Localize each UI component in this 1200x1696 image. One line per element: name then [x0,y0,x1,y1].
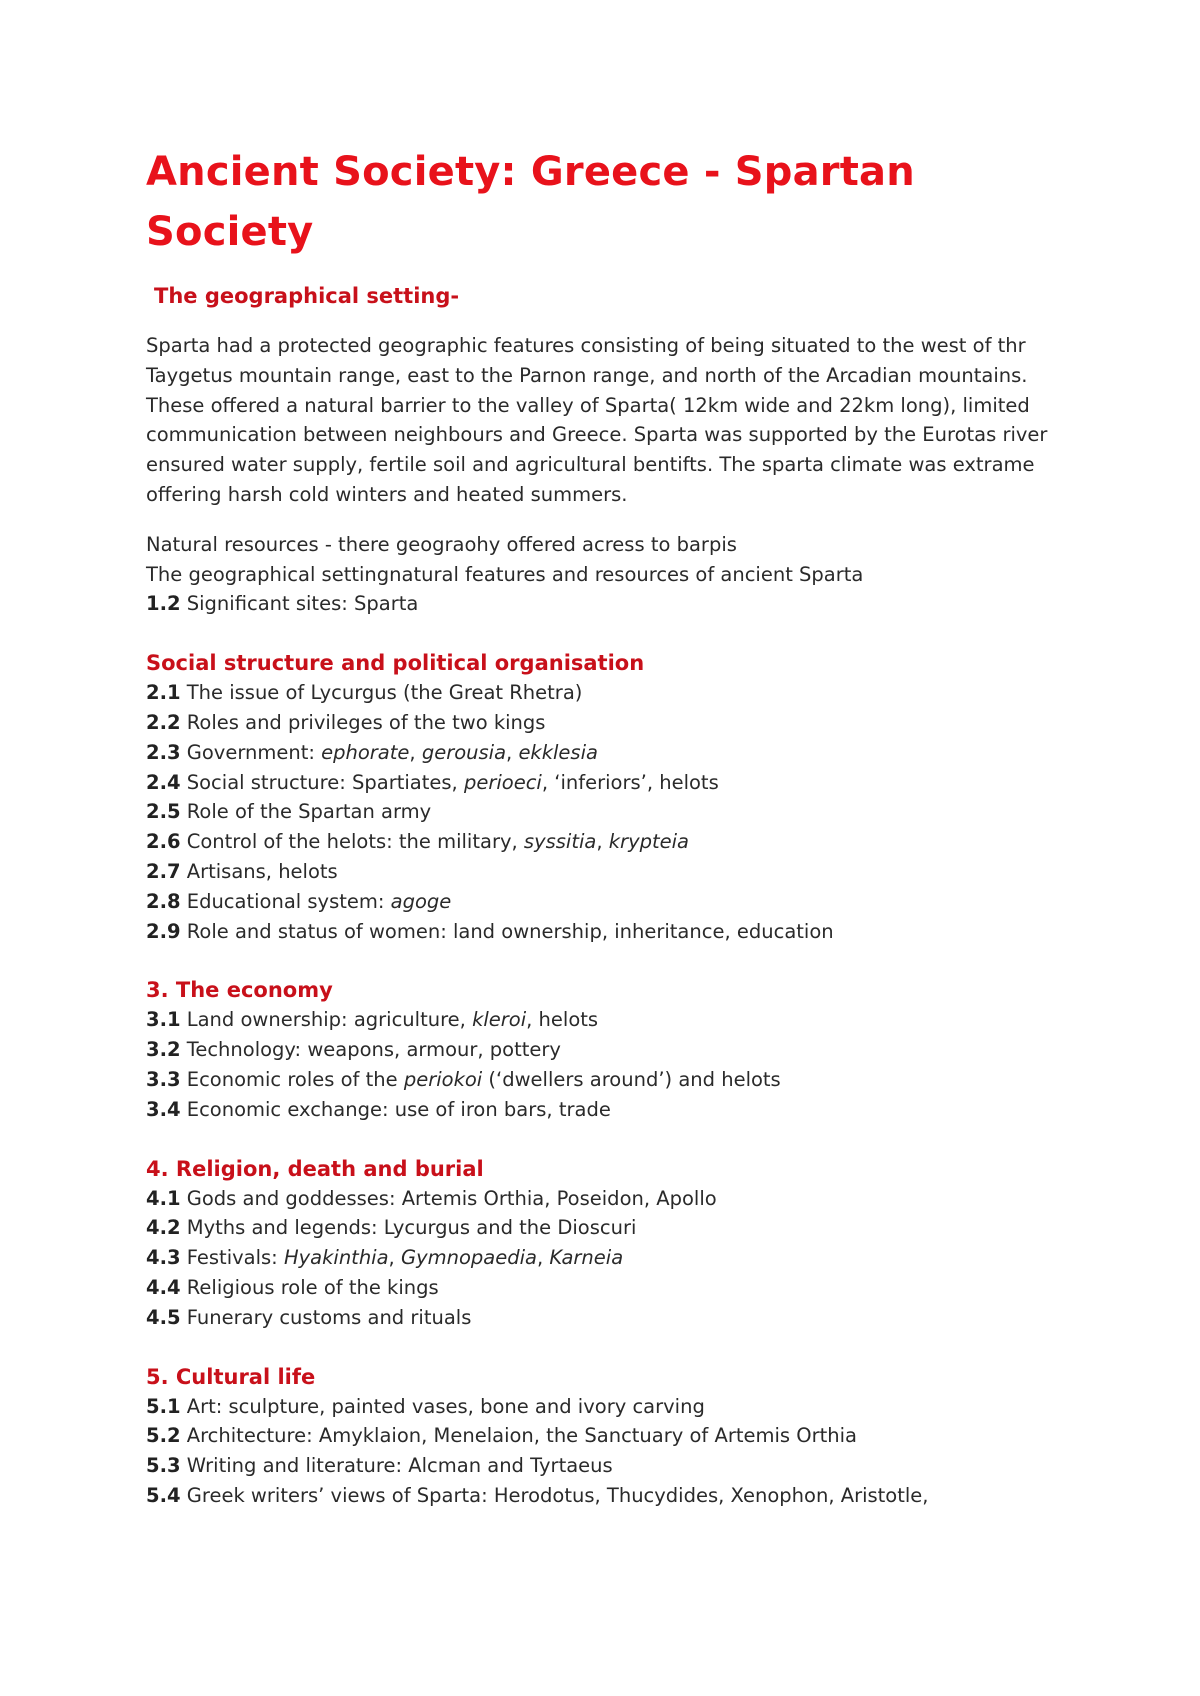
syllabus-item [146,678,1086,708]
syllabus-section [146,648,1086,946]
item-number: 2.1 [146,681,181,705]
syllabus-item [146,827,1086,857]
geographical-setting-heading: The geographical setting- [154,284,460,308]
section-heading: Social structure and political organisation [146,651,645,676]
item-text: Art: sculpture, painted vases, bone and ivory carving [180,1394,705,1418]
item-number: 5.2 [146,1424,181,1448]
item-italic-term: gerousia [421,740,507,764]
item-text: Writing and literature: Alcman and Tyrtaeus [180,1454,613,1478]
syllabus-item [146,1095,1086,1125]
item-number: 4.4 [146,1275,181,1299]
item-text: (‘dwellers around’) and helots [482,1067,781,1091]
syllabus-item [146,768,1086,798]
syllabus-item [146,857,1086,887]
item-number: 2.4 [146,770,181,794]
item-text: , [409,740,422,764]
syllabus-item [146,1065,1086,1095]
syllabus-item [146,708,1086,738]
item-number: 5.1 [146,1394,181,1418]
item-text: Economic exchange: use of iron bars, trade [180,1097,611,1121]
item-text: Gods and goddesses: Artemis Orthia, Poseidon, Apollo [180,1186,717,1210]
significant-sites-line [146,589,1086,619]
item-italic-term: Hyakinthia [283,1246,389,1270]
syllabus-item [146,1392,1086,1422]
item-number: 2.5 [146,800,181,824]
syllabus-item [146,1421,1086,1451]
section-heading: 5. Cultural life [146,1364,316,1389]
item-italic-term: agoge [390,889,452,913]
item-italic-term: Karneia [549,1246,624,1270]
item-text: Roles and privileges of the two kings [180,710,546,734]
item-text: , [388,1246,401,1270]
item-italic-term: ekklesia [518,740,598,764]
item-number: 4.5 [146,1305,181,1329]
item-number: 2.9 [146,919,181,943]
item-text: Technology: weapons, armour, pottery [180,1038,561,1062]
syllabus-section [146,1362,1086,1511]
syllabus-item [146,887,1086,917]
item-text: Government: [180,740,322,764]
syllabus-section [146,1154,1086,1333]
document-page [146,142,1086,1511]
item-number: 2.2 [146,710,181,734]
item-italic-term: syssitia [523,830,597,854]
item-text: Festivals: [180,1246,284,1270]
item-number: 3.2 [146,1038,181,1062]
syllabus-item [146,917,1086,947]
geographical-setting-line: The geographical settingnatural features and resources of ancient Sparta [146,562,864,586]
natural-resources-line: Natural resources - there geograohy offered acress to barpis [146,532,737,556]
syllabus-item [146,797,1086,827]
item-number: 1.2 [146,592,181,616]
item-italic-term: krypteia [608,830,690,854]
syllabus-sections [146,648,1086,1511]
item-text: Educational system: [180,889,391,913]
syllabus-item [146,1184,1086,1214]
item-text: Religious role of the kings [180,1275,439,1299]
item-number: 3.1 [146,1008,181,1032]
item-italic-term: periokoi [403,1067,483,1091]
natural-resources-block [146,530,1086,619]
syllabus-item [146,1243,1086,1273]
item-text: , [536,1246,550,1270]
item-number: 5.3 [146,1454,181,1478]
item-text: Role and status of women: land ownership, inheritance, education [180,919,834,943]
item-number: 4.3 [146,1246,181,1270]
item-number: 5.4 [146,1483,181,1507]
item-number: 2.8 [146,889,181,913]
syllabus-item [146,1451,1086,1481]
syllabus-item [146,1005,1086,1035]
item-number: 2.7 [146,859,181,883]
item-text: Funerary customs and rituals [180,1305,472,1329]
item-text: Control of the helots: the military, [180,830,524,854]
item-text: Role of the Spartan army [180,800,432,824]
item-text: Economic roles of the [180,1067,404,1091]
item-text: Significant sites: Sparta [180,592,419,616]
item-text: Architecture: Amyklaion, Menelaion, the Sanctuary of Artemis Orthia [180,1424,858,1448]
item-text: The issue of Lycurgus (the Great Rhetra) [180,681,583,705]
syllabus-item [146,1035,1086,1065]
syllabus-item [146,1273,1086,1303]
item-text: , helots [526,1008,599,1032]
item-text: Myths and legends: Lycurgus and the Dioscuri [180,1216,637,1240]
item-italic-term: ephorate [321,740,410,764]
item-number: 2.6 [146,830,181,854]
item-number: 2.3 [146,740,181,764]
syllabus-item [146,738,1086,768]
item-text: Land ownership: agriculture, [180,1008,473,1032]
item-text: , [506,740,519,764]
syllabus-item [146,1213,1086,1243]
item-number: 4.1 [146,1186,181,1210]
item-text: Social structure: Spartiates, [180,770,464,794]
syllabus-section [146,975,1086,1124]
section-heading: 4. Religion, death and burial [146,1156,484,1181]
syllabus-item [146,1481,1086,1511]
item-text: , ‘inferiors’, helots [541,770,719,794]
item-italic-term: perioeci [463,770,542,794]
item-text: Artisans, helots [180,859,338,883]
item-text: Greek writers’ views of Sparta: Herodotus, Thucydides, Xenophon, Aristotle, [180,1483,929,1507]
item-italic-term: kleroi [472,1008,527,1032]
document-title: Ancient Society: Greece - Spartan Society [146,149,915,255]
geographical-setting-paragraph: Sparta had a protected geographic features consisting of being situated to the west of thr Taygetus mountain range, east to the Parnon range, and north of the Arcadian mountains. These offered a natural barrier to the valley of Sparta( 12km wide and 22km long), limited communication between neighbours and Greece. Sparta was supported by the Eurotas river ensured water supply, fertile soil and agricultural bentifts. The sparta climate was extrame offering harsh cold winters and heated summers. [146,334,1048,506]
item-number: 4.2 [146,1216,181,1240]
item-number: 3.3 [146,1067,181,1091]
item-text: , [596,830,609,854]
item-number: 3.4 [146,1097,181,1121]
section-heading: 3. The economy [146,978,333,1003]
syllabus-item [146,1303,1086,1333]
item-italic-term: Gymnopaedia [400,1246,537,1270]
